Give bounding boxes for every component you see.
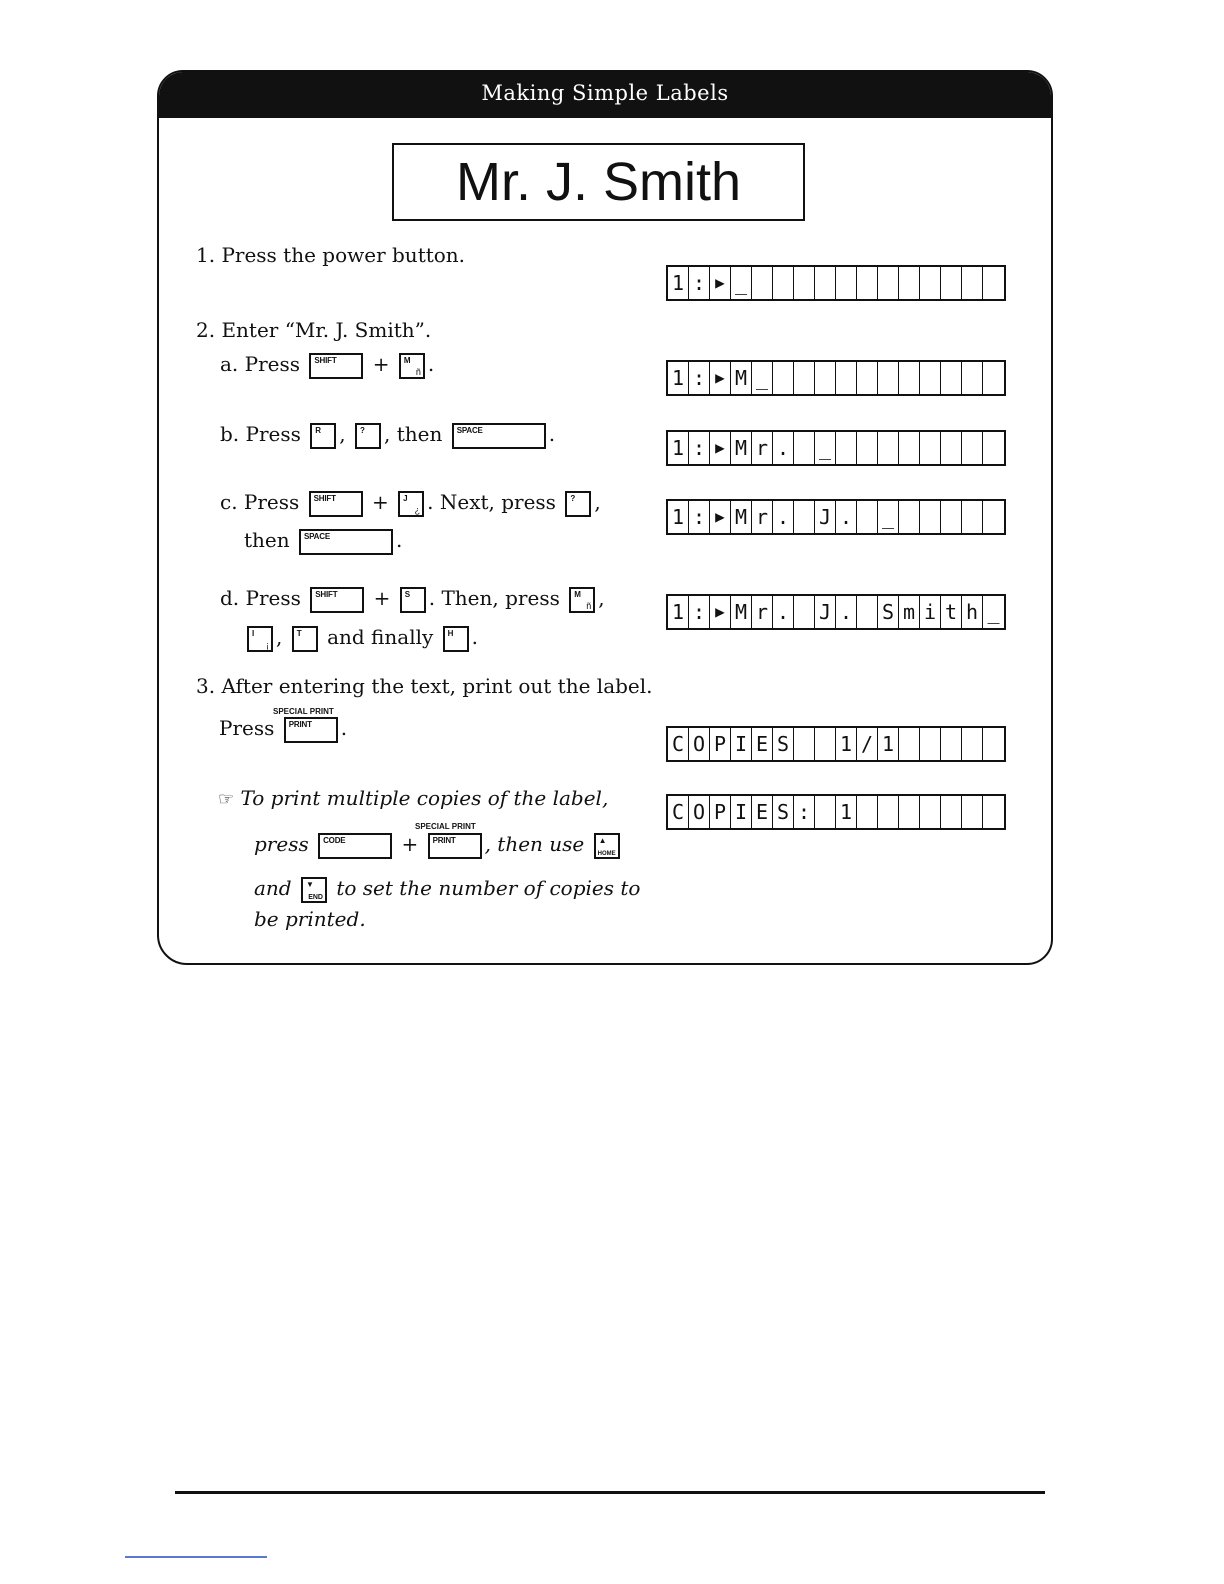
lcd-cell — [962, 362, 983, 394]
h-key: H — [443, 626, 469, 652]
shift-key: SHIFT — [309, 353, 363, 379]
step-1: 1. Press the power button. — [196, 243, 466, 267]
lcd-cell: _ — [987, 600, 1000, 624]
lcd-cell — [899, 362, 920, 394]
note-text-1: To print multiple copies of the label, — [240, 786, 609, 810]
lcd-cell: 1 — [668, 362, 689, 394]
print-key: PRINT — [284, 717, 338, 743]
lcd-cell: J — [815, 501, 836, 533]
step-2b-label: b. Press — [220, 422, 301, 446]
code-key: CODE — [318, 833, 392, 859]
lcd-cell: : — [689, 432, 710, 464]
section-header: Making Simple Labels — [159, 72, 1051, 118]
lcd-cell: . — [773, 596, 794, 628]
lcd-cell — [794, 362, 815, 394]
lcd-cell: S — [773, 728, 794, 760]
lcd-cell — [899, 796, 920, 828]
step-2a-label: a. Press — [220, 352, 301, 376]
lcd-cell: C — [668, 796, 689, 828]
lcd-cell — [920, 796, 941, 828]
lcd-cell — [899, 267, 920, 299]
lcd-cell — [920, 432, 941, 464]
lcd-cell — [794, 596, 815, 628]
i-key: I ¡ — [247, 626, 273, 652]
lcd-display-7 — [666, 794, 1006, 830]
note-press: press — [254, 832, 309, 856]
lcd-cell — [857, 267, 878, 299]
lcd-cell — [815, 267, 836, 299]
space-key: SPACE — [299, 529, 393, 555]
lcd-cell — [857, 501, 878, 533]
lcd-cell — [962, 501, 983, 533]
lcd-cell: / — [857, 728, 878, 760]
lcd-cell — [962, 796, 983, 828]
lcd-cell — [815, 796, 836, 828]
lcd-cell — [962, 728, 983, 760]
note-and: and — [254, 876, 292, 900]
lcd-cell: O — [689, 796, 710, 828]
lcd-cell: E — [752, 728, 773, 760]
period-key: ? — [565, 491, 591, 517]
lcd-cell — [752, 267, 773, 299]
lcd-cell: 1 — [878, 728, 899, 760]
lcd-cell — [983, 432, 1004, 464]
lcd-cell: _ — [731, 267, 752, 299]
period-key: ? — [355, 423, 381, 449]
blue-underline — [125, 1556, 267, 1558]
step-3-press: Press PRINT . — [219, 716, 347, 743]
lcd-cell — [878, 267, 899, 299]
lcd-cell — [983, 362, 1004, 394]
step-2d: d. Press SHIFT + S . Then, press M ñ , — [220, 586, 605, 611]
lcd-cell — [857, 596, 878, 628]
lcd-cell: _ — [878, 501, 899, 533]
lcd-cell: . — [773, 501, 794, 533]
lcd-cell: I — [731, 796, 752, 828]
lcd-cell: . — [836, 501, 857, 533]
lcd-cell: M — [731, 596, 752, 628]
lcd-display-1 — [666, 265, 1006, 301]
lcd-cell — [794, 267, 815, 299]
s-key: S — [400, 587, 426, 613]
lcd-cell: 1 — [836, 796, 857, 828]
lcd-cell — [962, 267, 983, 299]
lcd-cell: J — [815, 596, 836, 628]
lcd-cell — [941, 796, 962, 828]
lcd-cell — [773, 362, 794, 394]
m-key: M ñ — [569, 587, 595, 613]
note-then-use: , then use — [484, 832, 585, 856]
step-2: 2. Enter “Mr. J. Smith”. — [196, 318, 432, 342]
down-arrow-icon: ▼ — [305, 879, 314, 889]
lcd-cell — [899, 501, 920, 533]
lcd-cell — [941, 362, 962, 394]
lcd-cell: M — [731, 501, 752, 533]
space-key: SPACE — [452, 423, 546, 449]
lcd-cell: ▶ — [710, 596, 731, 628]
plus-sign: + — [372, 352, 390, 376]
r-key: R — [310, 423, 336, 449]
lcd-cell: ▶ — [710, 501, 731, 533]
shift-key: SHIFT — [310, 587, 364, 613]
step-2c-next: . Next, press — [427, 490, 556, 514]
lcd-cell: ▶ — [710, 267, 731, 299]
lcd-cell: r — [752, 432, 773, 464]
lcd-cell — [920, 362, 941, 394]
lcd-cell — [983, 728, 1004, 760]
note-set: to set the number of copies to — [336, 876, 641, 900]
lcd-cell: m — [899, 596, 920, 628]
lcd-cell — [983, 501, 1004, 533]
lcd-cell — [899, 728, 920, 760]
up-arrow-icon: ▲ — [598, 835, 607, 845]
lcd-cell: _ — [815, 432, 836, 464]
lcd-cell — [815, 728, 836, 760]
lcd-cell — [941, 728, 962, 760]
lcd-cell — [773, 267, 794, 299]
t-key: T — [292, 626, 318, 652]
lcd-cell — [794, 432, 815, 464]
note-line-4: be printed. — [254, 907, 366, 931]
plus-sign: + — [401, 832, 419, 856]
plus-sign: + — [372, 490, 389, 514]
lcd-cell: P — [710, 796, 731, 828]
lcd-cell: C — [668, 728, 689, 760]
lcd-cell: _ — [752, 362, 773, 394]
lcd-cell: : — [689, 596, 710, 628]
step-2c-then: then — [244, 528, 290, 552]
lcd-cell: r — [752, 501, 773, 533]
lcd-cell: : — [794, 796, 815, 828]
down-end-key: ▼ END — [301, 877, 327, 903]
note-line-2 — [254, 832, 623, 859]
lcd-cell — [941, 267, 962, 299]
lcd-cell: . — [836, 596, 857, 628]
up-home-key: ▲ HOME — [594, 833, 620, 859]
lcd-cell — [941, 501, 962, 533]
lcd-cell — [878, 362, 899, 394]
lcd-cell — [857, 796, 878, 828]
step-2b: b. Press R , ? , then SPACE . — [220, 422, 555, 449]
lcd-cell: 1 — [668, 501, 689, 533]
plus-sign: + — [373, 586, 391, 610]
lcd-display-2 — [666, 360, 1006, 396]
pointing-hand-icon: ☞ — [218, 789, 235, 810]
step-2d-finally: and finally — [327, 625, 434, 649]
lcd-cell: : — [689, 362, 710, 394]
note-line-1 — [218, 786, 608, 810]
lcd-cell — [794, 501, 815, 533]
lcd-cell: I — [731, 728, 752, 760]
lcd-cell — [836, 362, 857, 394]
lcd-cell — [857, 362, 878, 394]
lcd-cell: 1 — [668, 267, 689, 299]
footer-rule — [175, 1491, 1045, 1494]
special-print-caption-2: SPECIAL PRINT — [415, 822, 476, 831]
lcd-cell: t — [941, 596, 962, 628]
step-2d-then: . Then, press — [428, 586, 560, 610]
lcd-cell: S — [878, 596, 899, 628]
step-2c-cont: then SPACE . — [244, 528, 402, 555]
step-2b-then: then — [396, 422, 443, 446]
lcd-cell — [941, 432, 962, 464]
shift-key: SHIFT — [309, 491, 363, 517]
step-2d-cont: I ¡ , T and finally H . — [244, 625, 478, 652]
m-key: M ñ — [399, 353, 425, 379]
step-2a: a. Press SHIFT + M ñ . — [220, 352, 435, 377]
j-key: J ¿ — [398, 491, 424, 517]
lcd-cell: : — [689, 501, 710, 533]
step-2c-label: c. Press — [220, 490, 300, 514]
lcd-cell: . — [773, 432, 794, 464]
lcd-cell — [878, 432, 899, 464]
lcd-cell: 1 — [836, 728, 857, 760]
lcd-cell: ▶ — [710, 432, 731, 464]
lcd-cell — [983, 796, 1004, 828]
lcd-cell: E — [752, 796, 773, 828]
step-2c: c. Press SHIFT + J ¿ . Next, press ? , — [220, 490, 601, 515]
lcd-cell — [878, 796, 899, 828]
lcd-cell: S — [773, 796, 794, 828]
step-2d-label: d. Press — [220, 586, 301, 610]
lcd-cell: M — [731, 362, 752, 394]
lcd-cell: h — [962, 596, 983, 628]
lcd-cell — [836, 432, 857, 464]
lcd-cell — [962, 432, 983, 464]
lcd-cell: : — [689, 267, 710, 299]
lcd-display-4 — [666, 499, 1006, 535]
lcd-display-5 — [666, 594, 1006, 630]
lcd-cell: P — [710, 728, 731, 760]
lcd-cell — [857, 432, 878, 464]
lcd-cell: 1 — [668, 596, 689, 628]
note-line-3 — [254, 876, 640, 903]
label-preview: Mr. J. Smith — [392, 143, 805, 221]
lcd-cell — [899, 432, 920, 464]
special-print-caption: SPECIAL PRINT — [273, 707, 334, 716]
lcd-cell — [836, 267, 857, 299]
lcd-cell: r — [752, 596, 773, 628]
lcd-cell — [920, 267, 941, 299]
lcd-cell — [794, 728, 815, 760]
lcd-display-6 — [666, 726, 1006, 762]
lcd-cell — [815, 362, 836, 394]
lcd-cell: ▶ — [710, 362, 731, 394]
lcd-cell — [983, 267, 1004, 299]
lcd-cell: i — [920, 596, 941, 628]
lcd-display-3 — [666, 430, 1006, 466]
lcd-cell: O — [689, 728, 710, 760]
lcd-cell — [920, 728, 941, 760]
lcd-cell: 1 — [668, 432, 689, 464]
step-3: 3. After entering the text, print out the label. — [196, 674, 653, 698]
print-key: PRINT — [428, 833, 482, 859]
lcd-cell — [920, 501, 941, 533]
step-3-press-label: Press — [219, 716, 275, 740]
lcd-cell: M — [731, 432, 752, 464]
